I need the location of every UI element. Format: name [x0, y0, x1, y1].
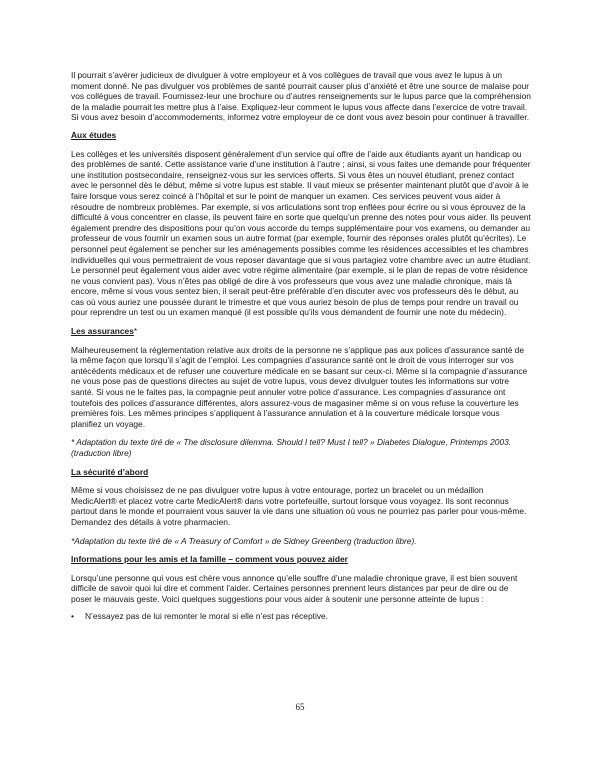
section-heading-insurance	[71, 326, 531, 337]
heading-text: Les assurances	[71, 326, 134, 337]
section-heading-safety	[71, 467, 531, 478]
list-item-text: N’essayez pas de lui remonter le moral si elle n’est pas réceptive.	[85, 610, 328, 621]
section-body-studies: Les collèges et les universités disposent généralement d’un service qui offre de l’aide aux étudiants ayant un handicap ou des problèmes de santé. Cette assistance varie d’une institution à l’autre ; ainsi, si vous faites une demande pour fréquenter une institution postsecondaire, renseignez-vous sur les services offerts. Si vous êtes un nouvel étudiant, prenez contact avec le personnel dès le début, même si votre lupus est stable. Il vaut mieux se présenter maintenant plutôt que d’avoir à le faire lorsque vous serez coincé à l’hôpital et sur le point de manquer un examen. Ces services peuvent vous aider à résoudre de nombreux problèmes. Par exemple, si vos articulations sont trop enflées pour écrire ou si vous éprouvez de la difficulté à vous concentrer en classe, ils peuvent faire en sorte que quelqu’un prenne des notes pour vous aider. Ils peuvent également prendre des dispositions pour qu’on vous accorde du temps supplémentaire pour vos examens, ou demander au professeur de vous fournir un examen sous un autre format (par exemple, fournir des réponses orales plutôt qu’écrites). Le personnel peut également se pencher sur les aménagements possibles comme les résidences accessibles et les chambres individuelles qui vous permettraient de vous reposer davantage que si vous partagiez votre chambre avec un autre étudiant. Le personnel peut également vous aider avec votre régime alimentaire (par exemple, si le plan de repas de votre résidence ne vous convient pas). Vous n’êtes pas obligé de dire à vos professeurs que vous avez une maladie chronique, mais là encore, même si vous vous sentez bien, il serait peut-être préférable d’en discuter avec vos professeurs dès le début, au cas où vous auriez une poussée durant le trimestre et que vous auriez besoin de plus de temps pour rendre un travail ou pour reprendre un test ou un examen manqué (il est possible qu’ils vous demandent de fournir une note du médecin).	[71, 148, 531, 318]
section-body-friends: Lorsqu’une personne qui vous est chère vous annonce qu’elle souffre d’une maladie chronique grave, il est bien souvent difficile de savoir quoi lui dire et comment l’aider. Certaines personnes prennent leurs distances par peur de dire ou de poser le mauvais geste. Voici quelques suggestions pour vous aider à soutenir une personne atteinte de lupus :	[71, 572, 518, 604]
page-number: 65	[295, 702, 305, 712]
section-studies	[71, 130, 531, 318]
heading-text: La sécurité d’abord	[71, 466, 149, 477]
heading-text: Aux études	[71, 129, 117, 140]
section-heading-studies	[71, 130, 531, 141]
footnote-mark: *	[133, 326, 138, 337]
intro-paragraph: Il pourrait s’avérer judicieux de divulguer à votre employeur et à vos collègues de travail que vous avez le lupus à un moment donné. Ne pas divulguer vos problèmes de santé pourrait causer plus d’anxiété et être une source de malaise pour vos collègues de travail. Fournissez-leur une brochure ou d’autres renseignements sur le lupus parce que la compréhension de la maladie pourrait les mettre plus à l’aise. Expliquez-leur comment le lupus vous affecte dans l’exercice de votre travail. Si vous avez besoin d’accommodements, informez votre employeur de ce dont vous avez besoin pour continuer à travailler.	[71, 70, 531, 123]
section-friends	[71, 554, 531, 621]
document-page	[71, 70, 531, 629]
suggestion-list	[71, 611, 531, 622]
bullet-icon: •	[71, 610, 74, 621]
heading-text: Informations pour les amis et la famille – comment vous pouvez aider	[71, 554, 348, 565]
section-insurance	[71, 326, 531, 459]
section-safety	[71, 467, 531, 547]
source-note-insurance: * Adaptation du texte tiré de « The disclosure dilemma. Should I tell? Must I tell? » Diabetes Dialogue, Printemps 2003. (traduction libre)	[71, 437, 512, 458]
list-item	[71, 611, 531, 622]
source-note-safety: *Adaptation du texte tiré de « A Treasury of Comfort » de Sidney Greenberg (traduction libre).	[71, 535, 417, 546]
section-heading-friends	[71, 554, 531, 565]
section-body-insurance: Malheureusement la réglementation relative aux droits de la personne ne s’applique pas aux polices d’assurance santé de la même façon que lorsqu’il s’agit de l’emploi. Les compagnies d’assurance santé ont le droit de vous interroger sur vos antécédents médicaux et de refuser une couverture médicale en se basant sur ceux-ci. Même si la compagnie d’assurance ne vous pose pas de questions directes au sujet de votre lupus, vous devez divulguer toutes les informations sur votre santé. Si vous ne le faites pas, la compagnie peut annuler votre police d’assurance. Les compagnies d’assurance ont toutefois des polices d’assurance différentes, alors assurez-vous de magasiner même si on vous refuse la couverture les premières fois. Les mêmes principes s’appliquent à l’assurance annulation et à la couverture médicale lorsque vous planifiez un voyage.	[71, 344, 528, 429]
section-body-safety: Même si vous choisissez de ne pas divulguer votre lupus à votre entourage, portez un bracelet ou un médaillon MedicAlert® et placez votre carte MedicAlert® dans votre portefeuille, surtout lorsque vous voyagez. Ils sont reconnus partout dans le monde et pourraient vous sauver la vie dans une situation où vous ne pourriez pas parler pour vous-même. Demandez des détails à votre pharmacien.	[71, 485, 527, 527]
